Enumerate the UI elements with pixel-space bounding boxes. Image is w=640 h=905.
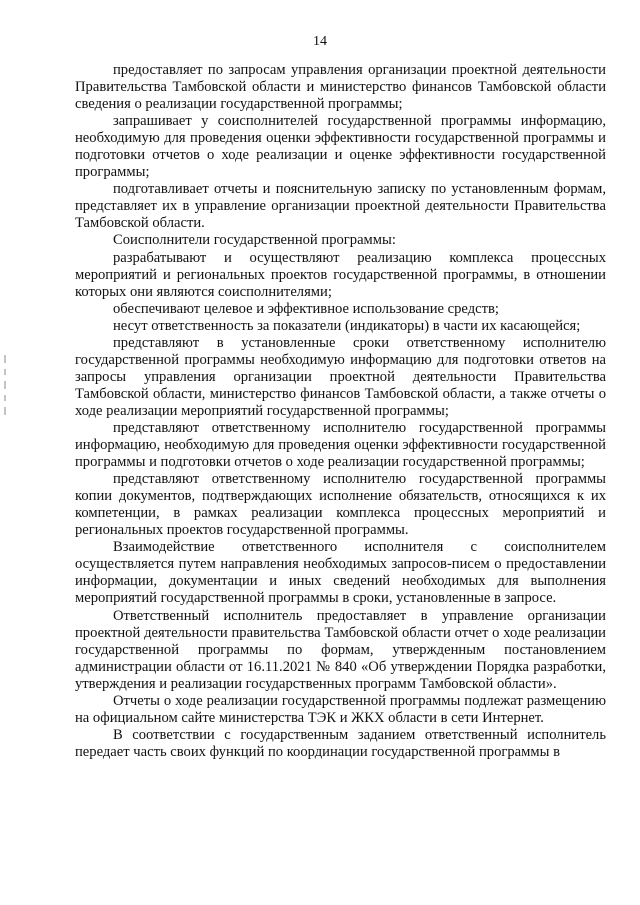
paragraph: представляют в установленные сроки ответственному исполнителю государственной программы необходимую информацию для подготовки ответов на запросы управления организации проектной деятельности Правительства Тамбовской области, министерство финансов Тамбовской области, а также отчеты о ходе реализации мероприятий государственной программы; bbox=[75, 334, 606, 419]
margin-stamp-mark bbox=[2, 355, 8, 415]
paragraph: Отчеты о ходе реализации государственной программы подлежат размещению на официальном сайте министерства ТЭК и ЖКХ области в сети Интернет. bbox=[75, 692, 606, 726]
page-number: 14 bbox=[313, 34, 327, 49]
paragraph: В соответствии с государственным заданием ответственный исполнитель передает часть своих функций по координации государственной программы в bbox=[75, 726, 606, 760]
paragraph: представляют ответственному исполнителю государственной программы копии документов, подтверждающих исполнение обязательств, относящихся к их компетенции, в рамках реализации комплекса процессных мероприятий и региональных проектов государственной программы. bbox=[75, 471, 606, 539]
paragraph: несут ответственность за показатели (индикаторы) в части их касающейся; bbox=[113, 317, 581, 334]
paragraph: представляют ответственному исполнителю государственной программы информацию, необходимую для проведения оценки эффективности государственной программы и подготовки отчетов о ходе реализации государственной программы; bbox=[75, 419, 606, 471]
paragraph: Соисполнители государственной программы: bbox=[113, 232, 396, 249]
paragraph: Ответственный исполнитель предоставляет в управление организации проектной деятельности правительства Тамбовской области отчет о ходе реализации государственной программы по формам, утвержденным постановлением администрации области от 16.11.2021 № 840 «Об утверждении Порядка разработки, утверждения и реализации государственных программ Тамбовской области». bbox=[75, 607, 606, 692]
paragraph: обеспечивают целевое и эффективное использование средств; bbox=[113, 300, 499, 317]
paragraph: Взаимодействие ответственного исполнителя с соисполнителем осуществляется путем направления необходимых запросов-писем о предоставлении информации, документации и иных сведений необходимых для выполнения мероприятий государственной программы в сроки, установленные в запросе. bbox=[75, 539, 606, 607]
document-body bbox=[75, 62, 606, 761]
paragraph: подготавливает отчеты и пояснительную записку по установленным формам, представляет их в управление организации проектной деятельности Правительства Тамбовской области. bbox=[75, 181, 606, 232]
paragraph: предоставляет по запросам управления организации проектной деятельности Правительства Тамбовской области и министерство финансов Тамбовской области сведения о реализации государственной программы; bbox=[75, 62, 606, 113]
paragraph: разрабатывают и осуществляют реализацию комплекса процессных мероприятий и региональных проектов государственной программы, в отношении которых они являются соисполнителями; bbox=[75, 249, 606, 300]
paragraph: запрашивает у соисполнителей государственной программы информацию, необходимую для проведения оценки эффективности государственной программы и подготовки отчетов о ходе реализации и оценке эффективности государственной программы; bbox=[75, 113, 606, 181]
